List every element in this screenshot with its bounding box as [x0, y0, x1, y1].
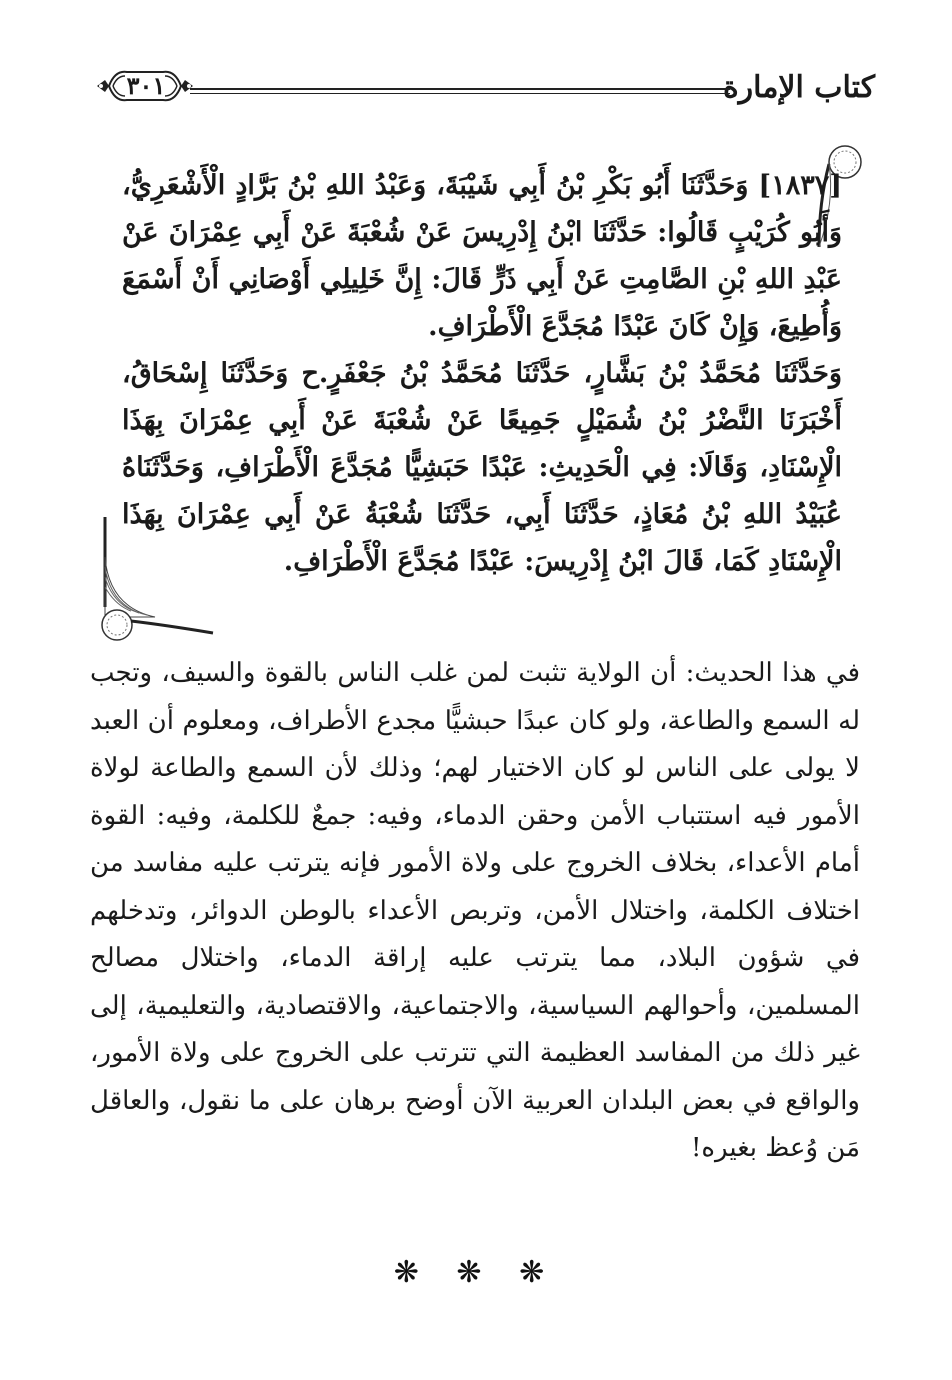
- page-header: [95, 62, 875, 112]
- hadith-paragraph: وَحَدَّثَنَا مُحَمَّدُ بْنُ بَشَّارٍ، حَدَّثَنَا مُحَمَّدُ بْنُ جَعْفَرٍ.ح وَحَدَّثَنَا إِسْحَاقُ، أَخْبَرَنَا النَّضْرُ بْنُ شُمَيْلٍ جَمِيعًا عَنْ شُعْبَةَ عَنْ أَبِي عِمْرَانَ بِهَذَا الْإِسْنَادِ، وَقَالَا: فِي الْحَدِيثِ: عَبْدًا حَبَشِيًّا مُجَدَّعَ الْأَطْرَافِ، وَحَدَّثَنَاهُ عُبَيْدُ اللهِ بْنُ مُعَاذٍ، حَدَّثَنَا أَبِي، حَدَّثَنَا شُعْبَةُ عَنْ أَبِي عِمْرَانَ بِهَذَا الْإِسْنَادِ كَمَا، قَالَ ابْنُ إِدْرِيسَ: عَبْدًا مُجَدَّعَ الْأَطْرَافِ.: [122, 358, 842, 577]
- page-number-ornament: [95, 62, 195, 110]
- page-number: ٣٠١: [126, 71, 166, 100]
- book-title: كتاب الإمارة: [722, 70, 875, 105]
- header-rule: [190, 88, 730, 94]
- hadith-paragraph: [١٨٣٧] وَحَدَّثَنَا أَبُو بَكْرِ بْنُ أَبِي شَيْبَةَ، وَعَبْدُ اللهِ بْنُ بَرَّادٍ الْأَشْعَرِيُّ، وَأَبُو كُرَيْبٍ قَالُوا: حَدَّثَنَا ابْنُ إِدْرِيسَ عَنْ شُعْبَةَ عَنْ أَبِي عِمْرَانَ عَنْ عَبْدِ اللهِ بْنِ الصَّامِتِ عَنْ أَبِي ذَرٍّ قَالَ: إِنَّ خَلِيلِي أَوْصَانِي أَنْ أَسْمَعَ وَأُطِيعَ، وَإِنْ كَانَ عَبْدًا مُجَدَّعَ الْأَطْرَافِ.: [122, 170, 842, 342]
- hadith-text: [122, 162, 842, 585]
- end-ornament-icon: ❋ ❋ ❋: [393, 1255, 559, 1290]
- commentary-text: [90, 650, 860, 1173]
- commentary-paragraph: في هذا الحديث: أن الولاية تثبت لمن غلب الناس بالقوة والسيف، وتجب له السمع والطاعة، ولو كان عبدًا حبشيًّا مجدع الأطراف، ومعلوم أن العبد لا يولى على الناس لو كان الاختيار لهم؛ وذلك لأن السمع والطاعة لولاة الأمور فيه استتباب الأمن وحقن الدماء، وفيه: جمعٌ للكلمة، وفيه: القوة أمام الأعداء، بخلاف الخروج على ولاة الأمور فإنه يترتب عليه مفاسد من اختلاف الكلمة، واختلال الأمن، وتربص الأعداء بالوطن الدوائر، وتدخلهم في شؤون البلاد، مما يترتب عليه إراقة الدماء، واختلال مصالح المسلمين، وأحوالهم السياسية، والاجتماعية، والاقتصادية، والتعليمية، إلى غير ذلك من المفاسد العظيمة التي تترتب على الخروج على ولاة الأمور، والواقع في بعض البلدان العربية الآن أوضح برهان على ما نقول، والعاقل مَن وُعظ بغيره!: [90, 658, 860, 1163]
